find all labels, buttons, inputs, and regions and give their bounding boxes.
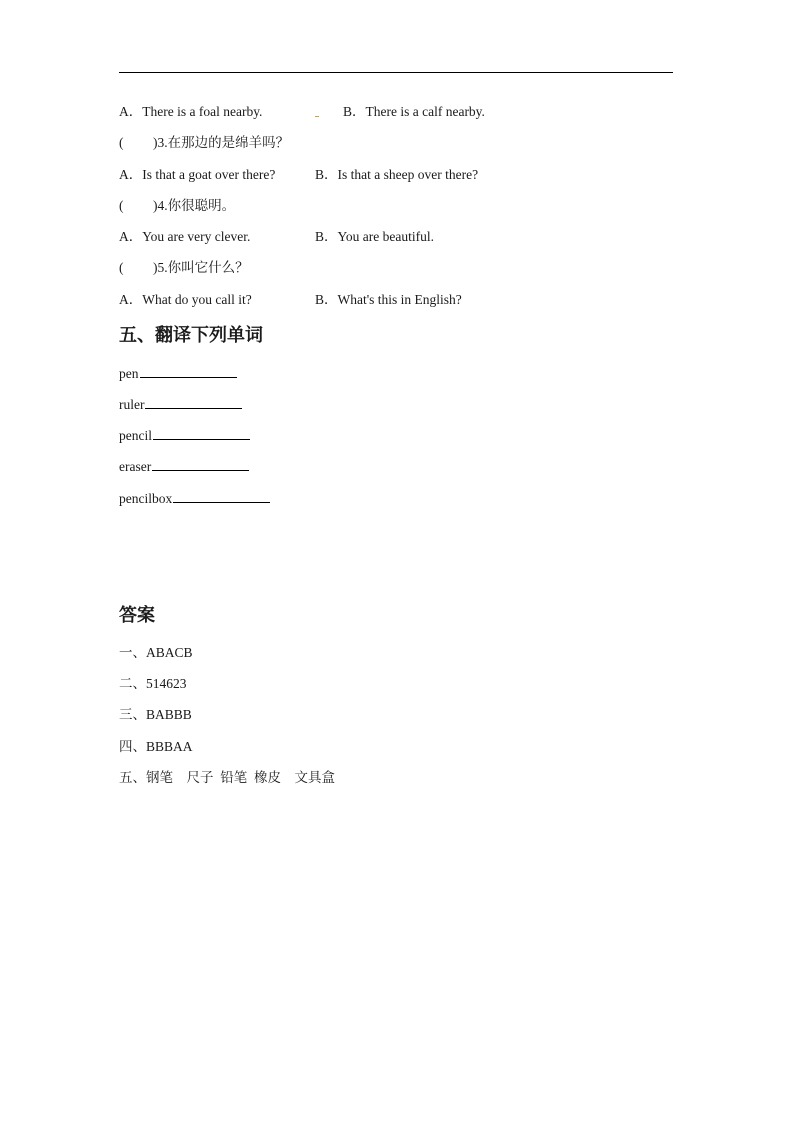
q5-stem [119, 259, 249, 277]
word-pencilbox: pencilbox [119, 491, 173, 506]
answer-1: 一、ABACB [119, 645, 193, 660]
q4-stem-text: )4.你很聪明。 [153, 198, 236, 213]
answer-3: 三、BABBB [119, 707, 192, 722]
word-row-pencil [119, 426, 250, 445]
answer-paren: ( [119, 198, 124, 213]
word-row-pencilbox [119, 489, 270, 508]
word-ruler: ruler [119, 397, 145, 412]
answer-blank[interactable] [173, 489, 270, 503]
answer-5: 五、钢笔 尺子 铅笔 橡皮 文具盒 [119, 770, 335, 785]
q3-option-a: A．Is that a goat over there? [119, 167, 276, 182]
word-pencil: pencil [119, 428, 152, 443]
answer-blank[interactable] [145, 395, 242, 409]
answer-blank[interactable] [152, 457, 249, 471]
answer-paren: ( [119, 260, 124, 275]
q5-option-b: B．What's this in English? [315, 292, 462, 307]
word-pen: pen [119, 366, 139, 381]
answer-blank[interactable] [140, 364, 237, 378]
header-rule [119, 72, 673, 73]
q3-stem-text: )3.在那边的是绵羊吗？ [153, 135, 290, 150]
word-row-pen [119, 364, 237, 383]
q3-option-b: B．Is that a sheep over there? [315, 167, 479, 182]
q5-stem-text: )5.你叫它什么？ [153, 260, 249, 275]
section5-title: 五、翻译下列单词 [119, 325, 263, 346]
q4-stem [119, 197, 235, 215]
decorative-mark [315, 116, 319, 117]
q3-stem [119, 134, 289, 152]
answer-paren: ( [119, 135, 124, 150]
answers-title: 答案 [119, 605, 155, 626]
word-row-ruler [119, 395, 242, 414]
q4-option-b: B．You are beautiful. [315, 229, 434, 244]
q2-option-a: A．There is a foal nearby. [119, 104, 263, 119]
q5-option-a: A．What do you call it? [119, 292, 252, 307]
answer-4: 四、BBBAA [119, 739, 193, 754]
answer-2: 二、514623 [119, 676, 187, 691]
answer-blank[interactable] [153, 426, 250, 440]
q2-option-b: B．There is a calf nearby. [343, 104, 485, 119]
q4-option-a: A．You are very clever. [119, 229, 251, 244]
word-eraser: eraser [119, 459, 152, 474]
word-row-eraser [119, 457, 249, 476]
